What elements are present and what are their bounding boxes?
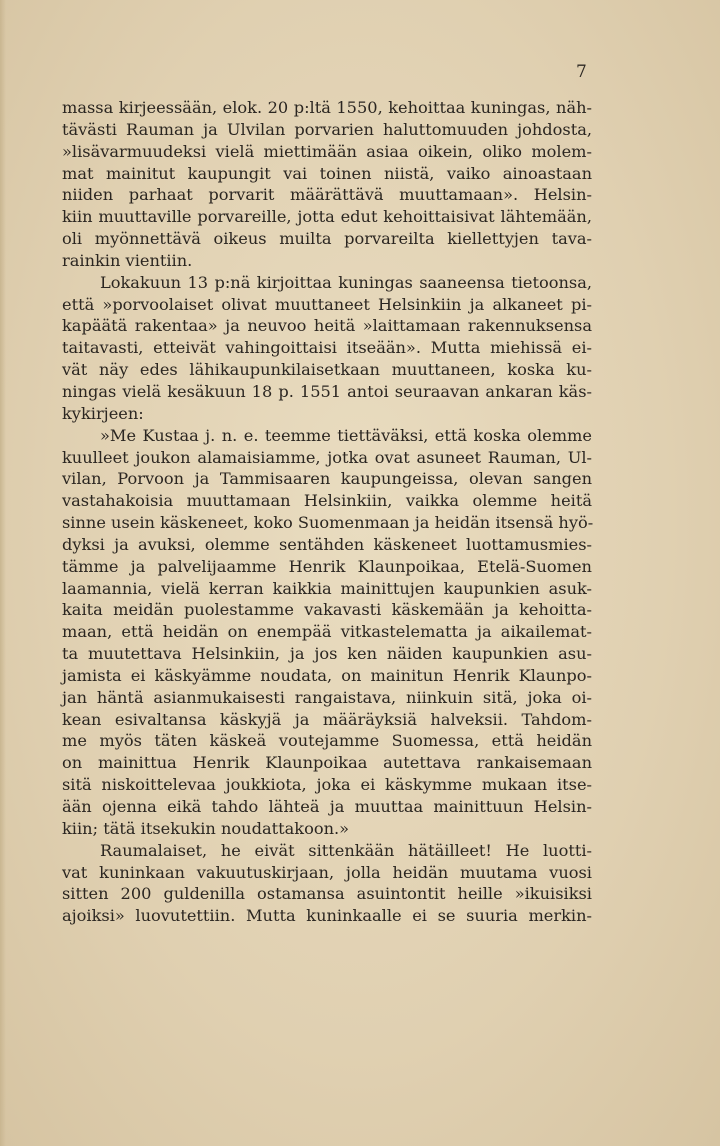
text-line: kiin; tätä itsekukin noudattakoon.» bbox=[62, 818, 350, 838]
text-line: ta muutettava Helsinkiin, ja jos ken näiden kaupunkien asu- bbox=[62, 644, 592, 664]
text-line: ajoiksi» luovutettiin. Mutta kuninkaalle ei se suuria merkin- bbox=[62, 906, 592, 926]
text-line: Lokakuun 13 p:nä kirjoittaa kuningas saaneensa tietoonsa, bbox=[100, 272, 592, 292]
text-line: Raumalaiset, he eivät sittenkään hätäilleet! He luotti- bbox=[100, 840, 592, 860]
text-line: kykirjeen: bbox=[62, 403, 144, 423]
text-line: kiin muuttaville porvareille, jotta edut kehoittaisivat lähtemään, bbox=[62, 207, 592, 227]
text-line: että »porvoolaiset olivat muuttaneet Helsinkiin ja alkaneet pi- bbox=[62, 294, 592, 314]
text-line: dyksi ja avuksi, olemme sentähden käskeneet luottamusmies- bbox=[62, 534, 592, 554]
text-line: me myös täten käskeä voutejamme Suomessa, että heidän bbox=[62, 731, 592, 751]
text-line: taitavasti, etteivät vahingoittaisi itseään». Mutta miehissä ei- bbox=[62, 338, 592, 358]
text-line: laamannia, vielä kerran kaikkia mainittujen kaupunkien asuk- bbox=[62, 578, 592, 598]
text-line: on mainittua Henrik Klaunpoikaa autettava rankaisemaan bbox=[62, 753, 592, 773]
text-line: massa kirjeessään, elok. 20 p:ltä 1550, kehoittaa kuningas, näh- bbox=[62, 98, 592, 117]
text-line: rainkin vientiin. bbox=[62, 250, 193, 270]
text-line: mat mainitut kaupungit vai toinen niistä, vaiko ainoastaan bbox=[62, 163, 592, 183]
text-line: kuulleet joukon alamaisiamme, jotka ovat asuneet Rauman, Ul- bbox=[62, 447, 592, 467]
text-line: niiden parhaat porvarit määrättävä muuttamaan». Helsin- bbox=[62, 185, 592, 205]
text-line: tävästi Rauman ja Ulvilan porvarien haluttomuuden johdosta, bbox=[62, 119, 592, 139]
text-line: jamista ei käskyämme noudata, on mainitun Henrik Klaunpo- bbox=[62, 665, 592, 685]
body-text bbox=[62, 97, 592, 927]
page-number: 7 bbox=[576, 62, 587, 82]
text-line: sitten 200 guldenilla ostamansa asuintontit heille »ikuisiksi bbox=[62, 884, 592, 904]
text-line: vät näy edes lähikaupunkilaisetkaan muuttaneen, koska ku- bbox=[62, 360, 592, 380]
text-line: »lisävarmuudeksi vielä miettimään asiaa oikein, oliko molem- bbox=[62, 141, 592, 161]
text-line: ningas vielä kesäkuun 18 p. 1551 antoi seuraavan ankaran käs- bbox=[62, 381, 592, 401]
text-line: ään ojenna eikä tahdo lähteä ja muuttaa mainittuun Helsin- bbox=[62, 797, 592, 816]
text-line: tämme ja palvelijaamme Henrik Klaunpoikaa, Etelä-Suomen bbox=[62, 556, 592, 576]
text-line: vastahakoisia muuttamaan Helsinkiin, vaikka olemme heitä bbox=[62, 491, 592, 511]
page-fold-shadow bbox=[0, 0, 6, 1146]
text-line: oli myönnettävä oikeus muilta porvareilta kiellettyjen tava- bbox=[62, 229, 592, 249]
text-line: kaita meidän puolestamme vakavasti käskemään ja kehoitta- bbox=[62, 600, 592, 620]
text-line: maan, että heidän on enempää vitkastelematta ja aikailemat- bbox=[62, 622, 592, 642]
text-line: sitä niskoittelevaa joukkiota, joka ei käskymme mukaan itse- bbox=[62, 775, 592, 795]
text-line: kapäätä rakentaa» ja neuvoo heitä »laittamaan rakennuksensa bbox=[62, 316, 592, 336]
text-line: vilan, Porvoon ja Tammisaaren kaupungeissa, olevan sangen bbox=[62, 469, 592, 489]
text-line: jan häntä asianmukaisesti rangaistava, niinkuin sitä, joka oi- bbox=[62, 687, 592, 707]
text-line: »Me Kustaa j. n. e. teemme tiettäväksi, että koska olemme bbox=[100, 425, 592, 445]
text-line: sinne usein käskeneet, koko Suomenmaan ja heidän itsensä hyö- bbox=[62, 513, 594, 533]
text-line: kean esivaltansa käskyjä ja määräyksiä halveksii. Tahdom- bbox=[62, 709, 592, 729]
text-line: vat kuninkaan vakuutuskirjaan, jolla heidän muutama vuosi bbox=[62, 862, 592, 882]
